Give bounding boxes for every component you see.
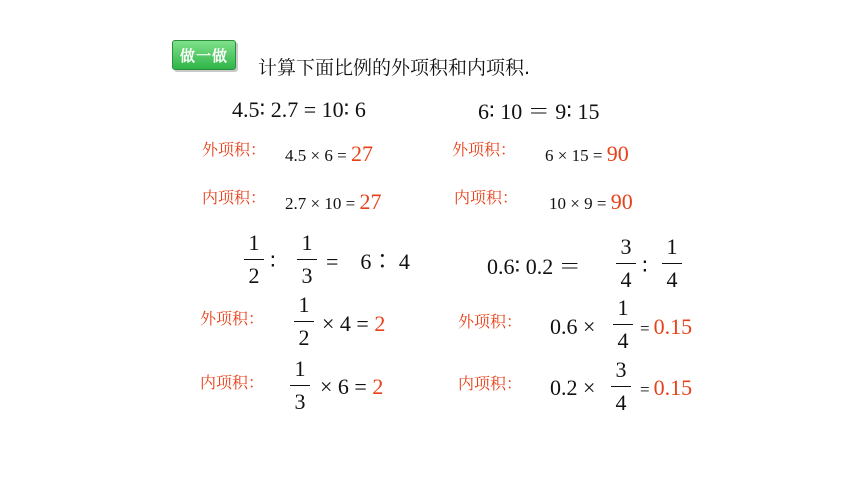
- inner-expr-1: 2.7 × 10 =: [285, 194, 360, 213]
- denominator: 4: [620, 267, 632, 292]
- outer-calc-1: [285, 143, 373, 165]
- denominator: 2: [298, 325, 310, 350]
- denominator: 2: [248, 263, 260, 288]
- fraction-3-4: [616, 235, 636, 292]
- numerator: 1: [617, 295, 629, 320]
- denominator: 4: [666, 267, 678, 292]
- inner-calc-2: [549, 191, 633, 213]
- outer-label-2: 外项积：: [452, 140, 517, 159]
- denominator: 4: [615, 390, 627, 415]
- fraction-bar: [297, 259, 317, 260]
- inner-label-2: 内项积：: [454, 188, 519, 207]
- numerator: 3: [615, 357, 627, 382]
- proportion-4-lead: 0.6∶ 0.2 ＝: [487, 254, 581, 279]
- inner-label-3: 内项积：: [200, 373, 265, 392]
- outer-rest-3: × 4 =: [322, 311, 375, 336]
- outer-label-4: 外项积：: [458, 312, 523, 331]
- inner-calc-4: [640, 377, 692, 399]
- outer-calc-4: [640, 316, 692, 338]
- inner-result-4: 0.15: [653, 375, 693, 400]
- inner-eq-4: =: [640, 380, 650, 399]
- fraction-bar: [613, 324, 633, 325]
- outer-lead-4: 0.6 ×: [550, 314, 596, 339]
- instruction: 计算下面比例的外项积和内项积.: [258, 57, 531, 79]
- ratio-colon-3: ∶: [270, 249, 276, 274]
- fraction-1-2: [244, 231, 264, 288]
- denominator: 4: [617, 328, 629, 353]
- inner-label-1: 内项积：: [202, 188, 267, 207]
- inner-label-4: 内项积：: [458, 374, 523, 393]
- outer-expr-1: 4.5 × 6 =: [285, 146, 351, 165]
- fraction-bar: [294, 321, 314, 322]
- fraction-1-3: [297, 231, 317, 288]
- outer-calc-2: [545, 143, 629, 165]
- ratio-colon-4: ∶: [642, 254, 648, 279]
- outer-result-2: 90: [606, 141, 629, 166]
- badge-do-it: 做一做: [172, 40, 236, 70]
- outer-eq-4: =: [640, 319, 650, 338]
- numerator: 1: [301, 230, 313, 255]
- proportion-2: 6∶ 10 ＝ 9∶ 15: [478, 99, 600, 124]
- outer-label-1: 外项积：: [202, 140, 267, 159]
- inner-result-1: 27: [359, 189, 382, 214]
- fraction-bar: [611, 386, 631, 387]
- fraction-1-4: [662, 235, 682, 292]
- inner-rest-3: × 6 =: [320, 374, 373, 399]
- numerator: 1: [298, 292, 310, 317]
- fraction-bar: [616, 263, 636, 264]
- outer-fraction-4: [613, 296, 633, 353]
- outer-fraction-3: [294, 293, 314, 350]
- inner-result-2: 90: [610, 189, 633, 214]
- numerator: 1: [666, 234, 678, 259]
- inner-lead-4: 0.2 ×: [550, 375, 596, 400]
- fraction-bar: [290, 385, 310, 386]
- inner-fraction-4: [611, 358, 631, 415]
- denominator: 3: [294, 389, 306, 414]
- inner-result-3: 2: [372, 374, 384, 399]
- proportion-3-rest: = 6∶ 4: [326, 249, 410, 274]
- numerator: 1: [248, 230, 260, 255]
- fraction-bar: [662, 263, 682, 264]
- outer-result-3: 2: [374, 311, 386, 336]
- inner-calc-1: [285, 191, 381, 213]
- fraction-bar: [244, 259, 264, 260]
- outer-expr-2: 6 × 15 =: [545, 146, 607, 165]
- outer-result-4: 0.15: [653, 314, 693, 339]
- denominator: 3: [301, 263, 313, 288]
- outer-label-3: 外项积：: [200, 309, 265, 328]
- proportion-1: 4.5∶ 2.7 = 10∶ 6: [232, 97, 366, 122]
- outer-result-1: 27: [350, 141, 373, 166]
- numerator: 1: [294, 356, 306, 381]
- inner-expr-2: 10 × 9 =: [549, 194, 611, 213]
- inner-fraction-3: [290, 357, 310, 414]
- inner-calc-3: [320, 376, 383, 398]
- outer-calc-3: [322, 313, 385, 335]
- numerator: 3: [620, 234, 632, 259]
